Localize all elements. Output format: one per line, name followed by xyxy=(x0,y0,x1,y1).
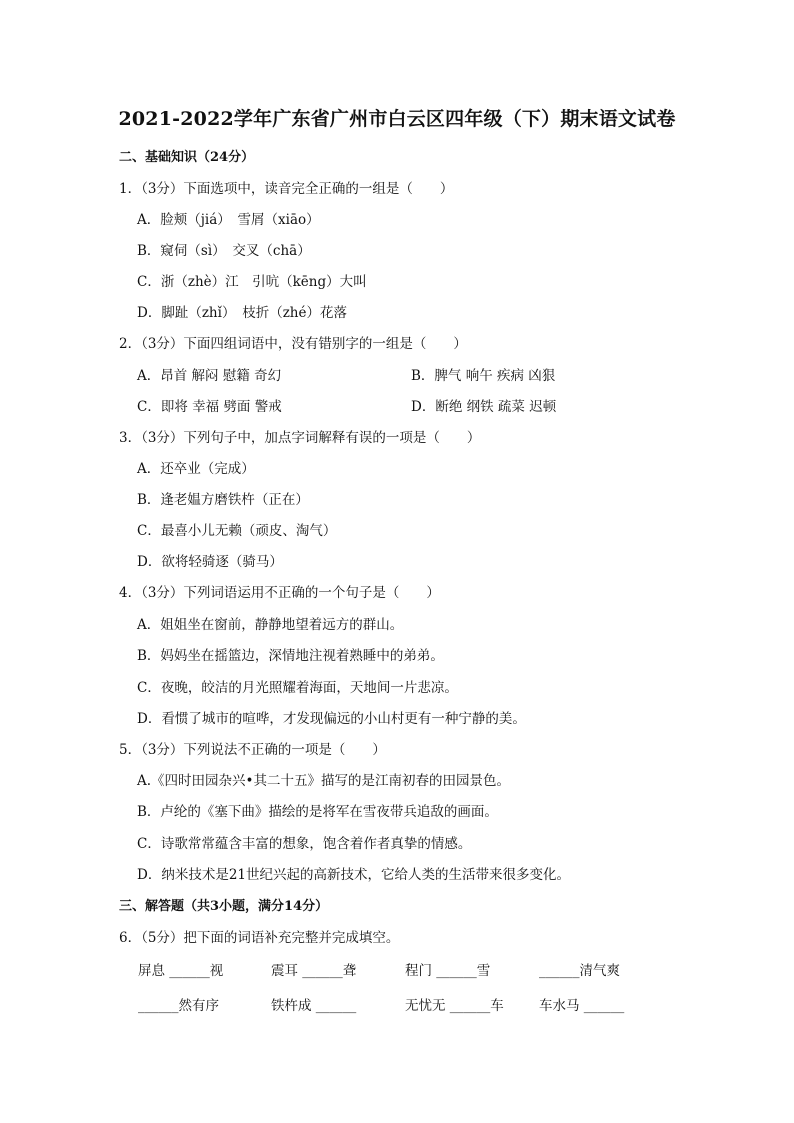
question-5-stem: 5．（3分）下列说法不正确的一项是（ ） xyxy=(119,742,386,758)
fill-blank-item: ______清气爽 xyxy=(539,963,620,979)
question-5-option-a: A.《四时田园杂兴•其二十五》描写的是江南初春的田园景色。 xyxy=(137,773,511,789)
question-3-option-a: A．还卒业（完成） xyxy=(137,461,255,477)
question-2-option-b: B．脾气 响午 疾病 凶狠 xyxy=(411,368,556,384)
fill-blank-item: 铁杵成 ______ xyxy=(271,998,357,1014)
fill-blank-item: 震耳 ______聋 xyxy=(271,963,357,979)
fill-blank-item: 车水马 ______ xyxy=(539,998,625,1014)
question-1-option-d: D．脚趾（zhǐ） 枝折（zhé）花落 xyxy=(137,305,347,321)
question-2-option-a: A．昂首 解闷 慰籍 奇幻 xyxy=(137,368,282,384)
question-5-option-b: B．卢纶的《塞下曲》描绘的是将军在雪夜带兵追敌的画面。 xyxy=(137,804,498,820)
question-4-option-c: C．夜晚，皎洁的月光照耀着海面，天地间一片悲凉。 xyxy=(137,680,458,696)
question-4-stem: 4．（3分）下列词语运用不正确的一个句子是（ ） xyxy=(119,585,440,601)
page-title: 2021-2022学年广东省广州市白云区四年级（下）期末语文试卷 xyxy=(118,108,676,130)
section-basic-knowledge: 二、基础知识（24分） xyxy=(119,150,255,165)
question-1-option-c: C．浙（zhè）江 引吭（kēng）大叫 xyxy=(137,274,367,290)
question-6-stem: 6．（5分）把下面的词语补充完整并完成填空。 xyxy=(119,930,400,946)
question-4-option-d: D．看惯了城市的喧哗，才发现偏远的小山村更有一种宁静的美。 xyxy=(137,711,526,727)
question-3-option-b: B．逢老媪方磨铁杵（正在） xyxy=(137,492,309,508)
question-4-option-b: B．妈妈坐在摇篮边，深情地注视着熟睡中的弟弟。 xyxy=(137,648,444,664)
question-5-option-c: C．诗歌常常蕴含丰富的想象，饱含着作者真挚的情感。 xyxy=(137,836,472,852)
question-2-stem: 2．（3分）下面四组词语中，没有错别字的一组是（ ） xyxy=(119,336,467,352)
fill-blank-item: 屏息 ______视 xyxy=(138,963,224,979)
fill-blank-item: ______然有序 xyxy=(138,998,219,1014)
section-answer-questions: 三、解答题（共3小题，满分14分） xyxy=(119,899,329,914)
question-3-option-d: D．欲将轻骑逐（骑马） xyxy=(137,554,283,570)
question-1-option-b: B．窥伺（sì） 交叉（chā） xyxy=(137,243,311,259)
question-4-option-a: A．姐姐坐在窗前，静静地望着远方的群山。 xyxy=(137,617,404,633)
question-3-option-c: C．最喜小儿无赖（顽皮、淘气） xyxy=(137,523,337,539)
fill-blank-item: 无忧无 ______车 xyxy=(405,998,504,1014)
question-2-option-d: D．断绝 纲铁 疏菜 迟顿 xyxy=(411,399,557,415)
question-1-stem: 1．（3分）下面选项中，读音完全正确的一组是（ ） xyxy=(119,181,454,197)
question-1-option-a: A．脸颊（jiá） 雪屑（xiāo） xyxy=(137,212,320,228)
question-3-stem: 3．（3分）下列句子中，加点字词解释有误的一项是（ ） xyxy=(119,430,481,446)
question-5-option-d: D．纳米技术是21世纪兴起的高新技术，它给人类的生活带来很多变化。 xyxy=(137,867,571,883)
fill-blank-item: 程门 ______雪 xyxy=(405,963,491,979)
question-2-option-c: C．即将 幸福 劈面 警戒 xyxy=(137,399,282,415)
